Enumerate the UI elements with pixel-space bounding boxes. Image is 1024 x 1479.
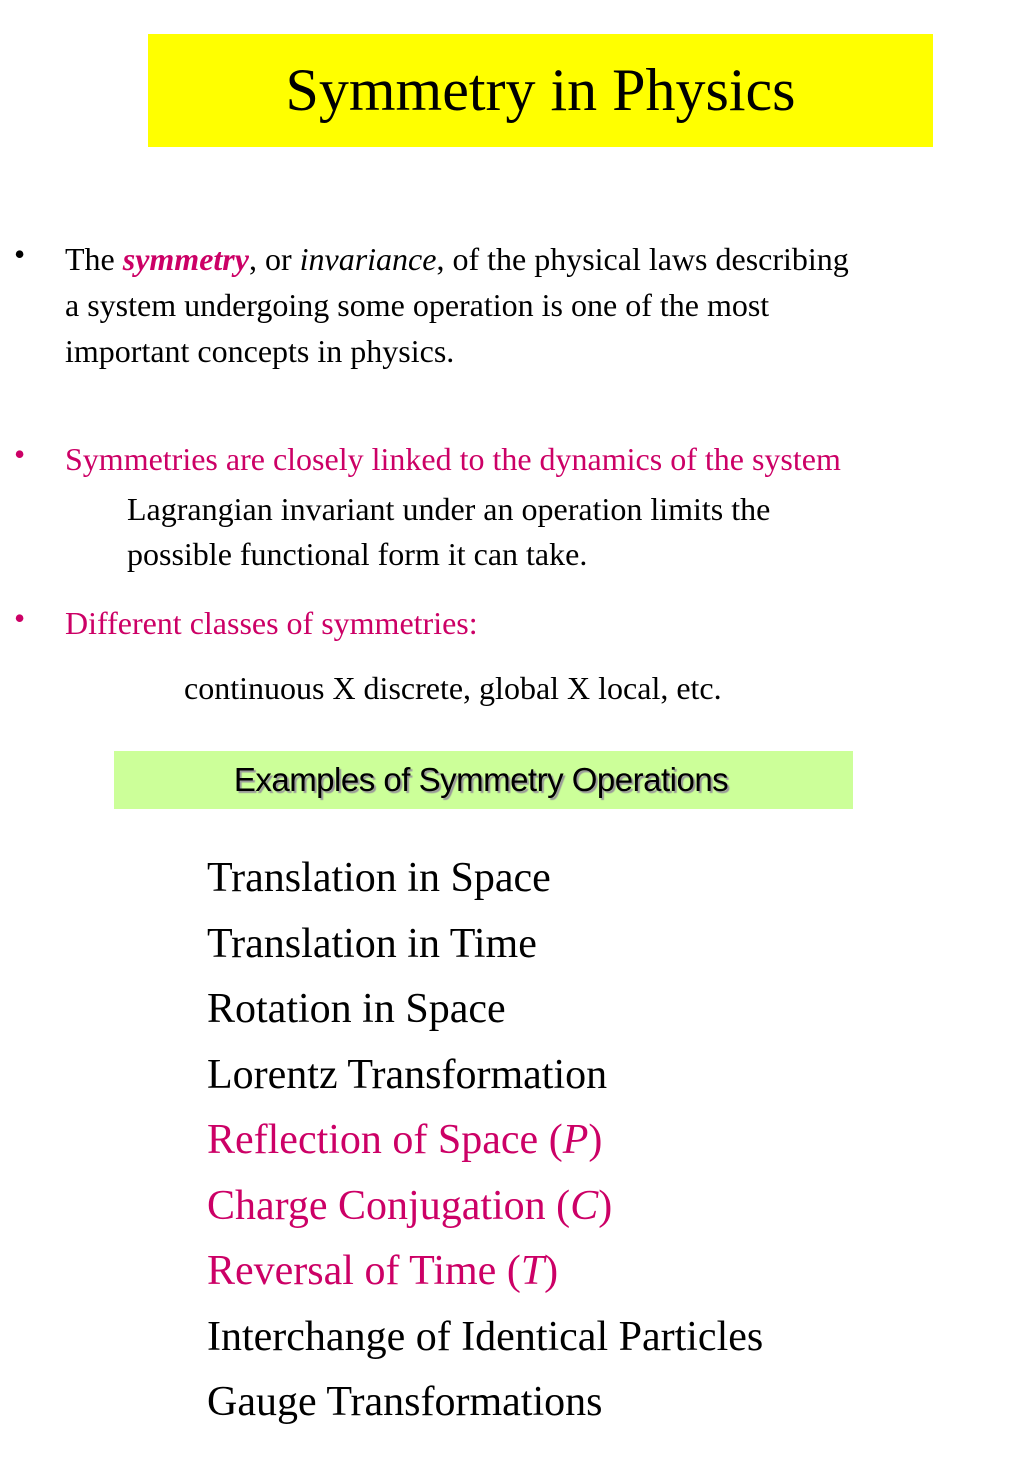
examples-heading: Examples of Symmetry Operations — [233, 761, 729, 798]
operation-item: Gauge Transformations — [207, 1379, 603, 1425]
bullet-2-sub-line-1: Lagrangian invariant under an operation limits the — [127, 491, 771, 527]
page-title: Symmetry in Physics — [285, 57, 796, 123]
charge-conjugation-symbol: C — [570, 1182, 599, 1229]
operations-list — [207, 846, 763, 1436]
operation-item: Translation in Time — [207, 920, 537, 967]
bullet-1-text — [65, 236, 849, 374]
bullet-marker: • — [14, 236, 26, 272]
operation-item: Interchange of Identical Particles — [207, 1313, 764, 1360]
operation-item-time-reversal: Reversal of Time (T) — [207, 1248, 559, 1294]
symmetry-term: symmetry — [122, 241, 249, 277]
bullet-1-line-1: The symmetry, or invariance, of the physical laws describing — [65, 241, 849, 277]
operation-item-parity: Reflection of Space (P) — [207, 1117, 603, 1163]
operation-item-charge-conjugation: Charge Conjugation (C) — [207, 1182, 613, 1229]
examples-banner — [114, 751, 853, 809]
bullet-2-sub-line-2: possible functional form it can take. — [127, 536, 588, 572]
operation-item: Rotation in Space — [207, 986, 506, 1032]
bullet-2-text: Symmetries are closely linked to the dynamics of the system — [65, 441, 841, 477]
symmetry-classes: continuous X discrete, global X local, etc. — [184, 670, 722, 706]
operation-item: Lorentz Transformation — [207, 1051, 608, 1098]
bullet-marker: • — [14, 600, 26, 636]
invariance-term: invariance — [299, 241, 437, 277]
time-reversal-symbol: T — [520, 1248, 545, 1294]
bullet-3-text: Different classes of symmetries: — [65, 605, 478, 641]
title-banner — [148, 34, 933, 147]
bullet-1-line-3: important concepts in physics. — [65, 333, 455, 369]
operation-item: Translation in Space — [207, 855, 551, 901]
bullet-marker: • — [14, 436, 26, 472]
parity-symbol: P — [562, 1117, 589, 1163]
bullet-1-line-2: a system undergoing some operation is one of the most — [65, 287, 770, 323]
